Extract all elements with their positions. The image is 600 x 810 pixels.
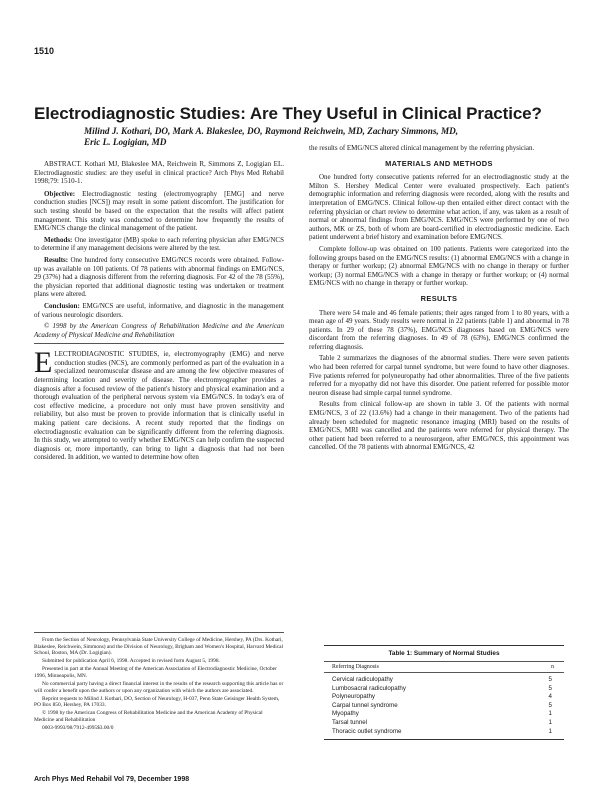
table-row — [324, 728, 564, 737]
right-column — [309, 144, 569, 455]
objective-lead: Objective: — [44, 189, 76, 198]
article-title: Electrodiagnostic Studies: Are They Useful in Clinical Practice? — [34, 104, 542, 123]
continuation-text: the results of EMG/NCS altered clinical management by the referring physician. — [309, 144, 535, 152]
footnote: From the Section of Neurology, Pennsylvania State University College of Medicine, Hershey, PA (Drs. Kothari, Blakeslee, Reichwein, Simmons) and the Division of Neurology, Brigham and Women's Hospital, Harvard Medical School, Boston, MA (Dr. Logigian). — [34, 637, 284, 657]
methods-text: One investigator (MB) spoke to each referring physician after EMG/NCS to determine if any management decisions were altered by the test. — [34, 235, 284, 253]
conclusion-text: EMG/NCS are useful, informative, and diagnostic in the management of various neurologic disorders. — [34, 301, 284, 319]
methods-paragraph: Complete follow-up was obtained on 100 patients. Patients were categorized into the following groups based on the EMG/NCS results: (1) abnormal EMG/NCS with a change in therapy or further workup; (2) abnormal EMG/NCS with no change in therapy or further workup; (3) normal EMG/NCS with a change in therapy or further workup; or (4) normal EMG/NCS with no change in therapy or further workup. — [309, 244, 569, 288]
table-cell-count: 1 — [548, 727, 552, 735]
table-cell-label: Carpal tunnel syndrome — [332, 701, 398, 709]
footnote: Submitted for publication April 6, 1998. Accepted in revised form August 5, 1998. — [42, 658, 220, 665]
footnote: No commercial party having a direct financial interest in the results of the research supporting this article has or will confer a benefit upon the authors or upon any organization with which the authors are associated. — [34, 681, 284, 694]
abstract-conclusion — [34, 302, 284, 319]
drop-cap: E — [34, 346, 53, 380]
intro-paragraph — [34, 346, 284, 462]
table-row — [324, 685, 564, 694]
results-paragraph: Results from clinical follow-up are shown in table 3. Of the patients with normal EMG/NCS, 3 of 22 (13.6%) had a change in their management. Two of the patients had already been scheduled for magnetic resonance imaging (MRI) based on the results of EMG/NCS, MRI was cancelled and the patients were referred for physical therapy. The other patient had been referred to a neurosurgeon, after EMG/NCS, this appointment was cancelled. Of the 78 patients with abnormal EMG/NCS, 42 — [309, 400, 569, 452]
table-cell-count: 1 — [548, 710, 552, 718]
table-cell-label: Cervical radiculopathy — [332, 676, 393, 683]
table-cell-count: 5 — [548, 676, 552, 683]
results-heading: RESULTS — [420, 293, 458, 303]
results-lead: Results: — [44, 255, 69, 264]
conclusion-lead: Conclusion: — [44, 301, 80, 310]
abstract-copyright: © 1998 by the American Congress of Rehabilitation Medicine and the American Academy of Physical Medicine and Rehabilitation — [34, 322, 284, 339]
table-cell-label: Thoracic outlet syndrome — [332, 727, 402, 735]
methods-lead: Methods: — [44, 235, 73, 244]
table-cell-label: Tarsal tunnel — [332, 718, 368, 726]
table-row — [324, 710, 564, 719]
page-number: 1510 — [34, 46, 55, 56]
author-line-2: Eric L. Logigian, MD — [84, 137, 167, 147]
abstract-citation: ABSTRACT. Kothari MJ, Blakeslee MA, Reichwein R, Simmons Z, Logigian EL. Electrodiagnostic studies: are they useful in clinical practice? Arch Phys Med Rehabil 1998;79: 1510-1. — [34, 160, 284, 186]
abstract-objective — [34, 190, 284, 233]
journal-footer: Arch Phys Med Rehabil Vol 79, December 1998 — [34, 776, 190, 783]
table-row — [324, 693, 564, 702]
table-title: Table 1: Summary of Normal Studies — [388, 650, 500, 657]
footnote: © 1998 by the American Congress of Rehabilitation Medicine and the American Academy of Physical Medicine and Rehabilitation — [34, 710, 263, 724]
footnote: Presented in part at the Annual Meeting of the American Association of Electrodiagnostic Medicine, October 1996, Minneapolis, MN. — [34, 666, 277, 679]
results-text: One hundred forty consecutive EMG/NCS records were obtained. Follow-up was available on 100 patients. Of 78 patients with abnormal findings on EMG/NCS, 29 (37%) had a diagnosis different from the referring diagnosis. For 42 of the 78 (55%), the physician reported that additional diagnostic testing was undertaken or treatment plans were altered. — [34, 255, 285, 299]
table-cell-label: Myopathy — [332, 710, 359, 718]
table-cell-count: 4 — [548, 693, 552, 701]
table-row — [324, 676, 564, 685]
footnote: 0003-9993/98/7912-4995$3.00/0 — [42, 725, 114, 732]
table-header — [324, 661, 564, 673]
table-header-count: n — [551, 664, 554, 670]
table-row — [324, 719, 564, 728]
results-paragraph: Table 2 summarizes the diagnoses of the abnormal studies. There were seven patients who had been referred for carpal tunnel syndrome, but were found to have other diagnoses. Five patients referred for polyneuropathy had other abnormalities. Three of the five patients referred for a myopathy did not have this disorder. One patient referred for possible motor neuron disease had simple carpal tunnel syndrome. — [309, 354, 569, 397]
abstract-divider — [34, 343, 284, 344]
footnote: Reprint requests to Milind J. Kothari, DO, Section of Neurology, H-037, Penn State Geisinger Health System, PO Box 850, Hershey, PA 17033. — [34, 695, 280, 709]
intro-lead-caps: LECTRODIAGNOSTIC STUDIES, — [54, 350, 160, 359]
methods-paragraph: One hundred forty consecutive patients referred for an electrodiagnostic study at the Milton S. Hershey Medical Center were evaluated prospectively. Each patient's demographic information and referring diagnosis were recorded, along with the results and interpretation of EMG/NCS. Clinical follow-up then entailed either direct contact with the referring physician or chart review to determine what action, if any, was taken as a result of normal or abnormal findings from EMG/NCS. EMG/NCS were performed by one of two authors, MK or ZS, both of whom are board-certified in electrodiagnostic medicine. Each patient underwent a brief history and examination before EMG/NCS. — [309, 173, 569, 242]
table-header-diagnosis: Referring Diagnosis — [332, 664, 379, 670]
methods-heading: MATERIALS AND METHODS — [385, 158, 493, 168]
table-cell-count: 1 — [548, 718, 552, 726]
table-normal-studies — [324, 645, 564, 740]
objective-text: Electrodiagnostic testing (electromyography [EMG] and nerve conduction studies [NCS]) may result in some patient discomfort. The justification for such testing should be based on the expectation that the results will affect patient management. This study was conducted to determine how frequently the results of EMG/NCS change the clinical management of the patient. — [34, 189, 285, 233]
abstract-methods — [34, 236, 284, 253]
abstract-results — [34, 256, 284, 299]
results-paragraph: There were 54 male and 46 female patients; their ages ranged from 1 to 80 years, with a mean age of 49 years. Study results were normal in 22 patients (table 1) and abnormal in 78 patients. In 29 of these 78 (37%), EMG/NCS diagnoses based on EMG/NCS were discordant from the referring diagnoses. In 49 of 78 (63%), EMG/NCS confirmed the referring diagnosis. — [309, 308, 569, 351]
table-row — [324, 702, 564, 711]
table-cell-label: Lumbosacral radiculopathy — [332, 684, 406, 692]
table-cell-count: 5 — [548, 684, 552, 692]
intro-text: ie, electromyography (EMG) and nerve conduction studies (NCS), are commonly performed as part of the evaluation in a specialized neuromuscular disease and are among the few objective measures of determining location and severity of disease. The electromyographer provides a diagnosis after a focused review of the patient's history and physical examination and a thorough evaluation of the peripheral nervous system via EMG/NCS. In today's era of cost effective medicine, a procedure not only must have proven sensitivity and reliability, but also must be proven to provide information that is clinically useful in making patient care decisions. A recent study reported that the findings on electrodiagnostic evaluation can be significantly different from the referring diagnosis. In this study, we attempted to verify whether EMG/NCS can help confirm the suspected diagnosis or, more importantly, can bring to light a diagnosis that had not been considered. In addition, we wanted to determine how often — [34, 350, 284, 462]
footnotes — [34, 632, 284, 733]
left-column — [34, 160, 284, 465]
table-cell-count: 5 — [548, 701, 552, 709]
table-cell-label: Polyneuropathy — [332, 693, 375, 701]
author-line-1: Milind J. Kothari, DO, Mark A. Blakeslee, DO, Raymond Reichwein, MD, Zachary Simmons, MD, — [84, 126, 459, 136]
